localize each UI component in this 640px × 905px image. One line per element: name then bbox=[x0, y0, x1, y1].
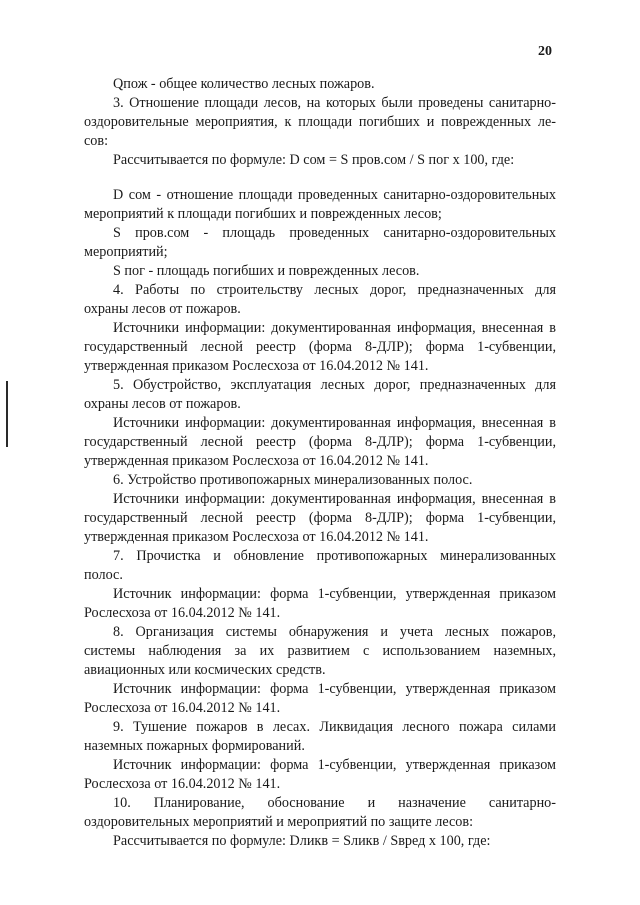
text-line: 6. Устройство противопожарных минерализованных полос. bbox=[113, 472, 473, 488]
text-line: S пог - площадь погибших и поврежденных лесов. bbox=[113, 263, 420, 279]
text-line: Источники информации: документированная информация, внесенная в bbox=[113, 415, 556, 431]
text-line: S пров.сом - площадь проведенных санитарно-оздоровительных bbox=[113, 225, 556, 241]
margin-mark bbox=[6, 381, 8, 447]
text-line: полос. bbox=[84, 567, 123, 583]
text-line: Рослесхоза от 16.04.2012 № 141. bbox=[84, 776, 281, 792]
text-line: 8. Организация системы обнаружения и учета лесных пожаров, bbox=[113, 624, 556, 640]
text-line: Источник информации: форма 1-субвенции, утвержденная приказом bbox=[113, 757, 556, 773]
text-line: охраны лесов от пожаров. bbox=[84, 396, 241, 412]
text-line: Источник информации: форма 1-субвенции, утвержденная приказом bbox=[113, 681, 556, 697]
text-line: государственный лесной реестр (форма 8-ДЛР); форма 1-субвенции, bbox=[84, 434, 556, 450]
text-line: 9. Тушение пожаров в лесах. Ликвидация лесного пожара силами bbox=[113, 719, 556, 735]
text-line: Рослесхоза от 16.04.2012 № 141. bbox=[84, 700, 281, 716]
text-line: 4. Работы по строительству лесных дорог, предназначенных для bbox=[113, 282, 556, 298]
text-line: 3. Отношение площади лесов, на которых были проведены санитарно- bbox=[113, 95, 556, 111]
text-line: Рослесхоза от 16.04.2012 № 141. bbox=[84, 605, 281, 621]
formula-line: Рассчитывается по формуле: D сом = S пров.сом / S пог х 100, где: bbox=[113, 152, 515, 168]
text-line: утвержденная приказом Рослесхоза от 16.04.2012 № 141. bbox=[84, 358, 429, 374]
text-line: государственный лесной реестр (форма 8-ДЛР); форма 1-субвенции, bbox=[84, 510, 556, 526]
text-line: Источник информации: форма 1-субвенции, утвержденная приказом bbox=[113, 586, 556, 602]
text-line: наземных пожарных формирований. bbox=[84, 738, 305, 754]
text-line: мероприятий к площади погибших и поврежденных лесов; bbox=[84, 206, 442, 222]
text-line: 10. Планирование, обоснование и назначение санитарно- bbox=[113, 795, 556, 811]
text-line: утвержденная приказом Рослесхоза от 16.04.2012 № 141. bbox=[84, 529, 429, 545]
text-line: Источники информации: документированная информация, внесенная в bbox=[113, 491, 556, 507]
text-line: D сом - отношение площади проведенных санитарно-оздоровительных bbox=[113, 187, 556, 203]
text-line: мероприятий; bbox=[84, 244, 168, 260]
text-line: государственный лесной реестр (форма 8-ДЛР); форма 1-субвенции, bbox=[84, 339, 556, 355]
text-line: 5. Обустройство, эксплуатация лесных дорог, предназначенных для bbox=[113, 377, 556, 393]
text-line: Источники информации: документированная информация, внесенная в bbox=[113, 320, 556, 336]
text-line: оздоровительные мероприятия, к площади погибших и поврежденных ле- bbox=[84, 114, 556, 130]
text-line: авиационных или космических средств. bbox=[84, 662, 326, 678]
text-line: системы наблюдения за их развитием с использованием наземных, bbox=[84, 643, 556, 659]
text-line: утвержденная приказом Рослесхоза от 16.04.2012 № 141. bbox=[84, 453, 429, 469]
formula-line: Рассчитывается по формуле: Dликв = Sликв / Sвред х 100, где: bbox=[113, 833, 491, 849]
page-number: 20 bbox=[538, 44, 552, 59]
text-line: 7. Прочистка и обновление противопожарных минерализованных bbox=[113, 548, 556, 564]
text-line: охраны лесов от пожаров. bbox=[84, 301, 241, 317]
text-line: Qпож - общее количество лесных пожаров. bbox=[113, 76, 375, 92]
text-line: оздоровительных мероприятий и мероприятий по защите лесов: bbox=[84, 814, 474, 830]
text-line: сов: bbox=[84, 133, 109, 149]
